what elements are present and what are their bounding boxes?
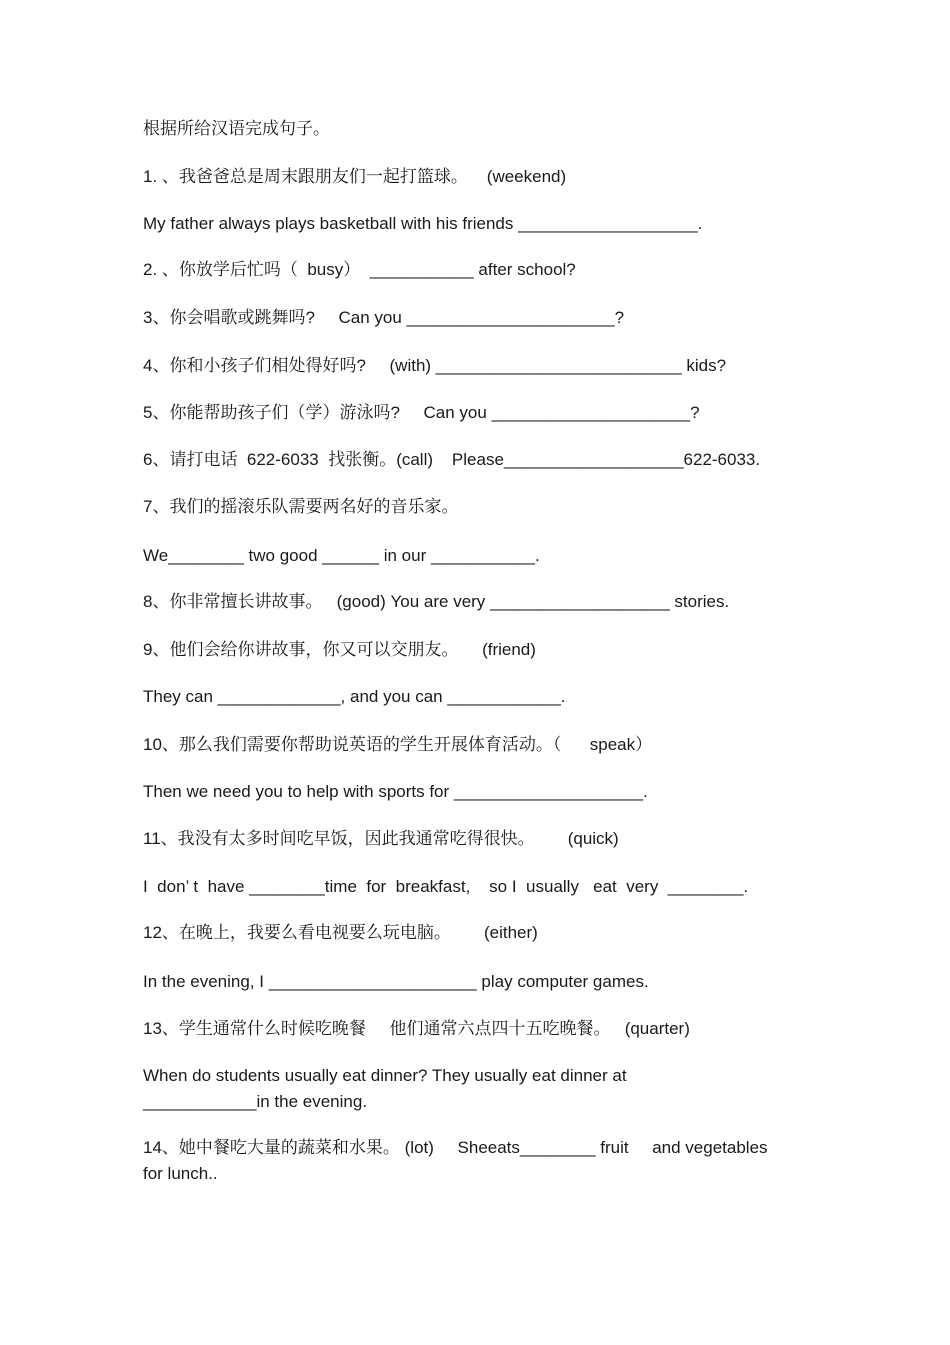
question-12-chinese: 12、在晚上，我要么看电视要么玩电脑。 (either) [143, 923, 538, 942]
question-1-chinese: 1. 、我爸爸总是周末跟朋友们一起打篮球。 (weekend) [143, 167, 567, 186]
instruction-text: 根据所给汉语完成句子。 [143, 119, 330, 138]
question-11-english: I don’ t have ________time for breakfast, so I usually eat very ________. [143, 877, 749, 896]
question-7-english: We________ two good ______ in our ___________. [143, 546, 540, 565]
question-10-chinese: 10、那么我们需要你帮助说英语的学生开展体育活动。（ speak） [143, 735, 653, 754]
question-1-english: My father always plays basketball with his friends ___________________. [143, 214, 703, 233]
question-5: 5、你能帮助孩子们（学）游泳吗? Can you _____________________? [143, 403, 700, 422]
question-7-chinese: 7、我们的摇滚乐队需要两名好的音乐家。 [143, 497, 459, 516]
question-10-english: Then we need you to help with sports for ____________________. [143, 782, 648, 801]
question-11-chinese: 11、我没有太多时间吃早饭，因此我通常吃得很快。 (quick) [143, 829, 619, 848]
question-9-chinese: 9、他们会给你讲故事，你又可以交朋友。 (friend) [143, 640, 536, 659]
question-2: 2. 、你放学后忙吗（ busy） ___________ after school? [143, 260, 576, 279]
question-9-english: They can _____________, and you can ____________. [143, 687, 566, 706]
question-14: 14、她中餐吃大量的蔬菜和水果。 (lot) Sheeats________ fruit and vegetables for lunch.. [143, 1138, 768, 1183]
question-4: 4、你和小孩子们相处得好吗? (with) __________________________ kids? [143, 356, 727, 375]
question-6: 6、请打电话 622-6033 找张衡。(call) Please___________________622-6033. [143, 450, 761, 469]
question-8: 8、你非常擅长讲故事。 (good) You are very ___________________ stories. [143, 592, 730, 611]
question-13-chinese: 13、学生通常什么时候吃晚餐 他们通常六点四十五吃晚餐。 (quarter) [143, 1019, 690, 1038]
question-3: 3、你会唱歌或跳舞吗? Can you ______________________? [143, 308, 625, 327]
question-13-english: When do students usually eat dinner? They usually eat dinner at ____________in the evening. [143, 1066, 627, 1111]
question-12-english: In the evening, I ______________________ play computer games. [143, 972, 649, 991]
